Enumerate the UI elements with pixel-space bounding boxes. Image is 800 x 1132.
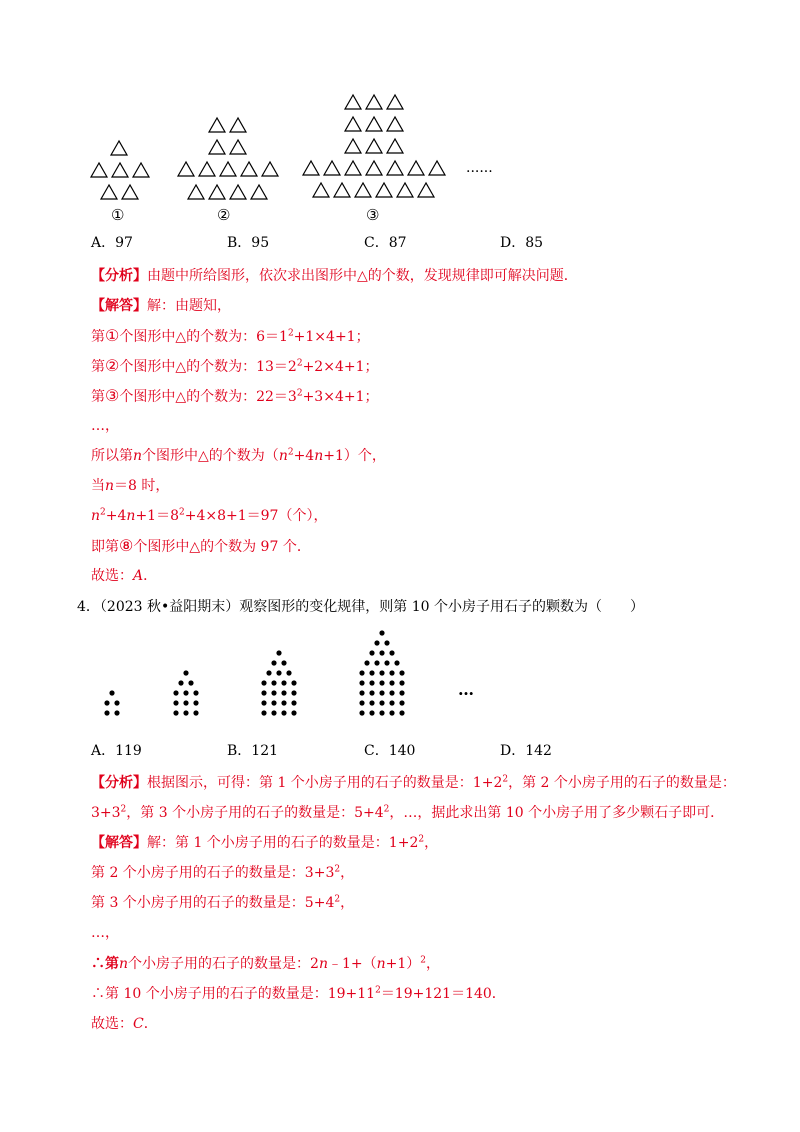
stone-dot xyxy=(369,690,374,695)
stone-dot xyxy=(389,710,394,715)
triangle-shape xyxy=(178,162,194,176)
text: 第 xyxy=(91,359,105,375)
stone-dot xyxy=(261,710,266,715)
triangle-shape xyxy=(408,161,424,175)
q3-dots: …， xyxy=(91,418,119,434)
stone-dot xyxy=(271,660,276,665)
stone-dot xyxy=(379,680,384,685)
text: +1） xyxy=(385,956,421,972)
q4-answer-1 xyxy=(91,834,438,852)
triangle-shape xyxy=(111,141,127,155)
stone-dot xyxy=(173,690,178,695)
triangle-shape xyxy=(345,117,361,131)
circled-number: ③ xyxy=(105,386,120,405)
answer-letter: C xyxy=(133,1016,144,1032)
triangle-shape xyxy=(397,183,413,197)
text: 解：第 1 个小房子用的石子的数量是：1+2 xyxy=(147,835,419,851)
text: ∴第 xyxy=(91,956,119,972)
stone-dot xyxy=(104,700,109,705)
triangle-shape xyxy=(387,139,403,153)
q3-conclusion xyxy=(91,537,311,556)
triangle-shape xyxy=(199,162,215,176)
stone-dot xyxy=(369,670,374,675)
stone-dot xyxy=(276,670,281,675)
stone-dot xyxy=(271,680,276,685)
exponent: 2 xyxy=(375,985,381,996)
text: 第 xyxy=(91,389,105,405)
stone-dot xyxy=(178,680,183,685)
triangle-shape xyxy=(91,163,107,177)
stone-dot xyxy=(374,660,379,665)
variable: n xyxy=(314,448,324,464)
stone-dot xyxy=(261,700,266,705)
q4-option-c[interactable]: C．140 xyxy=(364,743,416,759)
stone-dot xyxy=(276,650,281,655)
text: +1）个， xyxy=(323,448,386,464)
q4-stem: 4．（2023 秋•益阳期末）观察图形的变化规律，则第 10 个小房子用石子的颗数为（ ） xyxy=(77,599,644,615)
triangle-shape xyxy=(387,95,403,109)
variable: n xyxy=(376,956,386,972)
text: 故选： xyxy=(91,568,133,584)
answer-tag: 【解答】 xyxy=(91,298,147,314)
figure-label-1: ① xyxy=(111,206,125,224)
stone-dot xyxy=(281,690,286,695)
stone-dot xyxy=(173,710,178,715)
q3-answer-intro xyxy=(91,297,231,315)
stone-dot xyxy=(379,670,384,675)
stone-dot xyxy=(291,700,296,705)
stone-dot xyxy=(369,650,374,655)
stone-dot xyxy=(266,670,271,675)
stone-dot xyxy=(291,690,296,695)
stone-dot xyxy=(374,640,379,645)
stone-dot xyxy=(188,680,193,685)
text: ，第 2 个小房子用的石子的数量是： xyxy=(508,775,736,791)
q3-when xyxy=(91,477,169,495)
stone-dot xyxy=(399,700,404,705)
circled-number: ① xyxy=(105,326,120,345)
text: ∴第 10 个小房子用的石子的数量是：19+11 xyxy=(91,986,376,1002)
stone-dot xyxy=(281,710,286,715)
stone-dot xyxy=(104,710,109,715)
text: ，第 3 个小房子用的石子的数量是：5+4 xyxy=(126,805,384,821)
text: +1＝8 xyxy=(135,508,179,524)
variable: n xyxy=(105,478,115,494)
text: 个图形中△的个数为：6＝1 xyxy=(119,329,288,345)
stone-dot xyxy=(261,680,266,685)
text: 个图形中△的个数为：13＝2 xyxy=(119,359,297,375)
text: ＝8 时， xyxy=(114,478,170,494)
stone-dot xyxy=(281,700,286,705)
stone-dot xyxy=(183,700,188,705)
text: ， xyxy=(426,956,441,972)
text: 3+3 xyxy=(91,805,121,821)
stone-dot xyxy=(173,700,178,705)
answer-tag: 【解答】 xyxy=(91,835,147,851)
text: ， xyxy=(424,835,439,851)
stone-dot xyxy=(399,690,404,695)
stone-dot xyxy=(261,690,266,695)
stone-dot xyxy=(379,690,384,695)
circled-number: ⑧ xyxy=(119,536,134,555)
stone-dot xyxy=(359,690,364,695)
variable: n xyxy=(91,508,101,524)
q3-line-3 xyxy=(91,387,379,406)
q4-analysis-1 xyxy=(91,774,736,792)
analysis-tag: 【分析】 xyxy=(91,775,147,791)
triangle-shape xyxy=(334,183,350,197)
triangle-shape xyxy=(230,140,246,154)
triangle-shape xyxy=(220,162,236,176)
stone-dot xyxy=(291,710,296,715)
triangle-shape xyxy=(122,185,138,199)
triangle-shape xyxy=(209,140,225,154)
text: ， xyxy=(340,865,355,881)
triangle-shape xyxy=(355,183,371,197)
triangle-shape xyxy=(387,117,403,131)
q3-option-d[interactable]: D．85 xyxy=(500,235,544,251)
stone-dot xyxy=(114,700,119,705)
exponent: 2 xyxy=(296,358,303,369)
stone-dot xyxy=(109,690,114,695)
exponent: 2 xyxy=(502,774,509,785)
q3-line-1 xyxy=(91,327,370,346)
q4-tenth xyxy=(91,985,506,1003)
text: ，…，据此求出第 10 个小房子用了多少颗石子即可． xyxy=(389,805,725,821)
triangle-shape xyxy=(112,163,128,177)
variable: n xyxy=(278,448,288,464)
triangle-shape xyxy=(313,183,329,197)
triangle-shape xyxy=(376,183,392,197)
stone-dot xyxy=(291,680,296,685)
figure-label-2: ② xyxy=(217,206,231,224)
text: ， xyxy=(340,895,355,911)
text: 故选： xyxy=(91,1016,133,1032)
figure-ellipsis: ...... xyxy=(466,160,493,176)
stone-dot xyxy=(369,680,374,685)
q4-option-d[interactable]: D．142 xyxy=(500,743,552,759)
stone-dot xyxy=(359,670,364,675)
q3-option-b[interactable]: B．95 xyxy=(227,235,270,251)
stone-dot xyxy=(271,700,276,705)
triangle-shape xyxy=(387,161,403,175)
text: ＝19+121＝140． xyxy=(380,986,506,1002)
stone-dot xyxy=(399,680,404,685)
stone-dot xyxy=(193,710,198,715)
text: 第 3 个小房子用的石子的数量是：5+4 xyxy=(91,895,335,911)
variable: n xyxy=(133,448,143,464)
stone-dot xyxy=(114,710,119,715)
stone-dot xyxy=(379,700,384,705)
figure-label-3: ③ xyxy=(366,206,380,224)
exponent: 2 xyxy=(120,804,127,815)
stone-dot xyxy=(364,660,369,665)
text: +3×4+1； xyxy=(302,389,379,405)
triangle-shape xyxy=(101,185,117,199)
text: +4×8+1＝97（个）， xyxy=(184,508,328,524)
q4-answer-2 xyxy=(91,864,354,882)
q4-dots: …， xyxy=(91,925,119,941)
triangle-shape xyxy=(251,185,267,199)
text: 即第 xyxy=(91,539,119,555)
stone-dot xyxy=(271,710,276,715)
q3-option-a[interactable]: A．97 xyxy=(91,235,133,251)
q4-option-a[interactable]: A．119 xyxy=(91,743,142,759)
text: 个图形中△的个数为（ xyxy=(142,448,279,464)
exponent: 2 xyxy=(296,388,303,399)
stone-dot xyxy=(193,690,198,695)
text: ． xyxy=(143,1016,158,1032)
q3-general xyxy=(91,447,386,465)
text: ﹣1+（ xyxy=(327,956,377,972)
triangle-shape xyxy=(230,185,246,199)
stone-dot xyxy=(379,710,384,715)
exponent: 2 xyxy=(418,834,425,845)
text: 个图形中△的个数为 97 个． xyxy=(133,539,311,555)
stone-dot xyxy=(183,670,188,675)
analysis-tag: 【分析】 xyxy=(91,268,147,284)
q3-analysis xyxy=(91,267,578,285)
stone-dot xyxy=(359,680,364,685)
house-figures xyxy=(0,0,1,1)
triangle-shape xyxy=(366,117,382,131)
variable: n xyxy=(318,956,328,972)
triangle-shape xyxy=(303,161,319,175)
q3-choice xyxy=(91,567,157,585)
stone-dot xyxy=(384,660,389,665)
stone-dot xyxy=(369,700,374,705)
stone-dot xyxy=(399,670,404,675)
text: +1×4+1； xyxy=(293,329,370,345)
exponent: 2 xyxy=(178,507,185,518)
stone-dot xyxy=(281,680,286,685)
triangle-shape xyxy=(262,162,278,176)
stone-dot xyxy=(389,690,394,695)
variable: n xyxy=(119,956,129,972)
stone-dot xyxy=(193,700,198,705)
q3-calc xyxy=(91,507,327,525)
text: +2×4+1； xyxy=(302,359,379,375)
text: +4 xyxy=(293,448,315,464)
exponent: 2 xyxy=(100,507,106,518)
answer-intro: 解：由题知， xyxy=(147,298,231,314)
stone-dot xyxy=(183,710,188,715)
triangle-shape xyxy=(345,95,361,109)
variable: n xyxy=(126,508,136,524)
triangle-shape xyxy=(366,161,382,175)
text: 第 xyxy=(91,329,105,345)
exponent: 2 xyxy=(334,894,341,905)
exponent: 2 xyxy=(420,955,427,966)
text: 根据图示，可得：第 1 个小房子用的石子的数量是：1+2 xyxy=(147,775,503,791)
triangle-shape xyxy=(133,163,149,177)
stone-dot xyxy=(399,710,404,715)
text: 当 xyxy=(91,478,105,494)
q3-line-2 xyxy=(91,357,379,376)
stone-dot xyxy=(286,670,291,675)
triangle-shape xyxy=(366,139,382,153)
q4-general xyxy=(91,955,440,973)
stone-dot xyxy=(271,690,276,695)
triangle-shape xyxy=(241,162,257,176)
text: ． xyxy=(143,568,158,584)
stone-dot xyxy=(389,670,394,675)
stone-dot xyxy=(359,700,364,705)
exponent: 2 xyxy=(334,864,341,875)
triangle-shape xyxy=(345,139,361,153)
text: +4 xyxy=(105,508,127,524)
stone-dot xyxy=(379,630,384,635)
triangle-shape xyxy=(324,161,340,175)
analysis-text: 由题中所给图形，依次求出图形中△的个数，发现规律即可解决问题． xyxy=(147,268,578,284)
stone-dot xyxy=(389,650,394,655)
triangle-shape xyxy=(418,183,434,197)
triangle-shape xyxy=(230,118,246,132)
stone-dot xyxy=(389,680,394,685)
stone-dot xyxy=(183,690,188,695)
triangle-shape xyxy=(345,161,361,175)
text: 第 2 个小房子用的石子的数量是：3+3 xyxy=(91,865,335,881)
text: 个图形中△的个数为：22＝3 xyxy=(119,389,297,405)
q3-option-c[interactable]: C．87 xyxy=(364,235,407,251)
triangle-shape xyxy=(209,118,225,132)
text: 个小房子用的石子的数量是：2 xyxy=(128,956,319,972)
answer-letter: A xyxy=(133,568,144,584)
triangle-shape xyxy=(209,185,225,199)
exponent: 2 xyxy=(287,447,294,458)
exponent: 2 xyxy=(383,804,390,815)
q4-answer-3 xyxy=(91,894,354,912)
stone-dot xyxy=(379,650,384,655)
q4-analysis-2 xyxy=(91,804,724,822)
stone-dot xyxy=(389,700,394,705)
q4-option-b[interactable]: B．121 xyxy=(227,743,279,759)
circled-number: ② xyxy=(105,356,120,375)
stone-dot xyxy=(394,660,399,665)
stone-dot xyxy=(281,660,286,665)
q4-choice xyxy=(91,1015,158,1033)
exponent: 2 xyxy=(287,328,294,339)
stone-dot xyxy=(359,710,364,715)
triangle-shape xyxy=(429,161,445,175)
houses-ellipsis: … xyxy=(458,680,474,699)
stone-dot xyxy=(369,710,374,715)
text: 所以第 xyxy=(91,448,133,464)
triangle-shape xyxy=(188,185,204,199)
stone-dot xyxy=(384,640,389,645)
triangle-shape xyxy=(366,95,382,109)
